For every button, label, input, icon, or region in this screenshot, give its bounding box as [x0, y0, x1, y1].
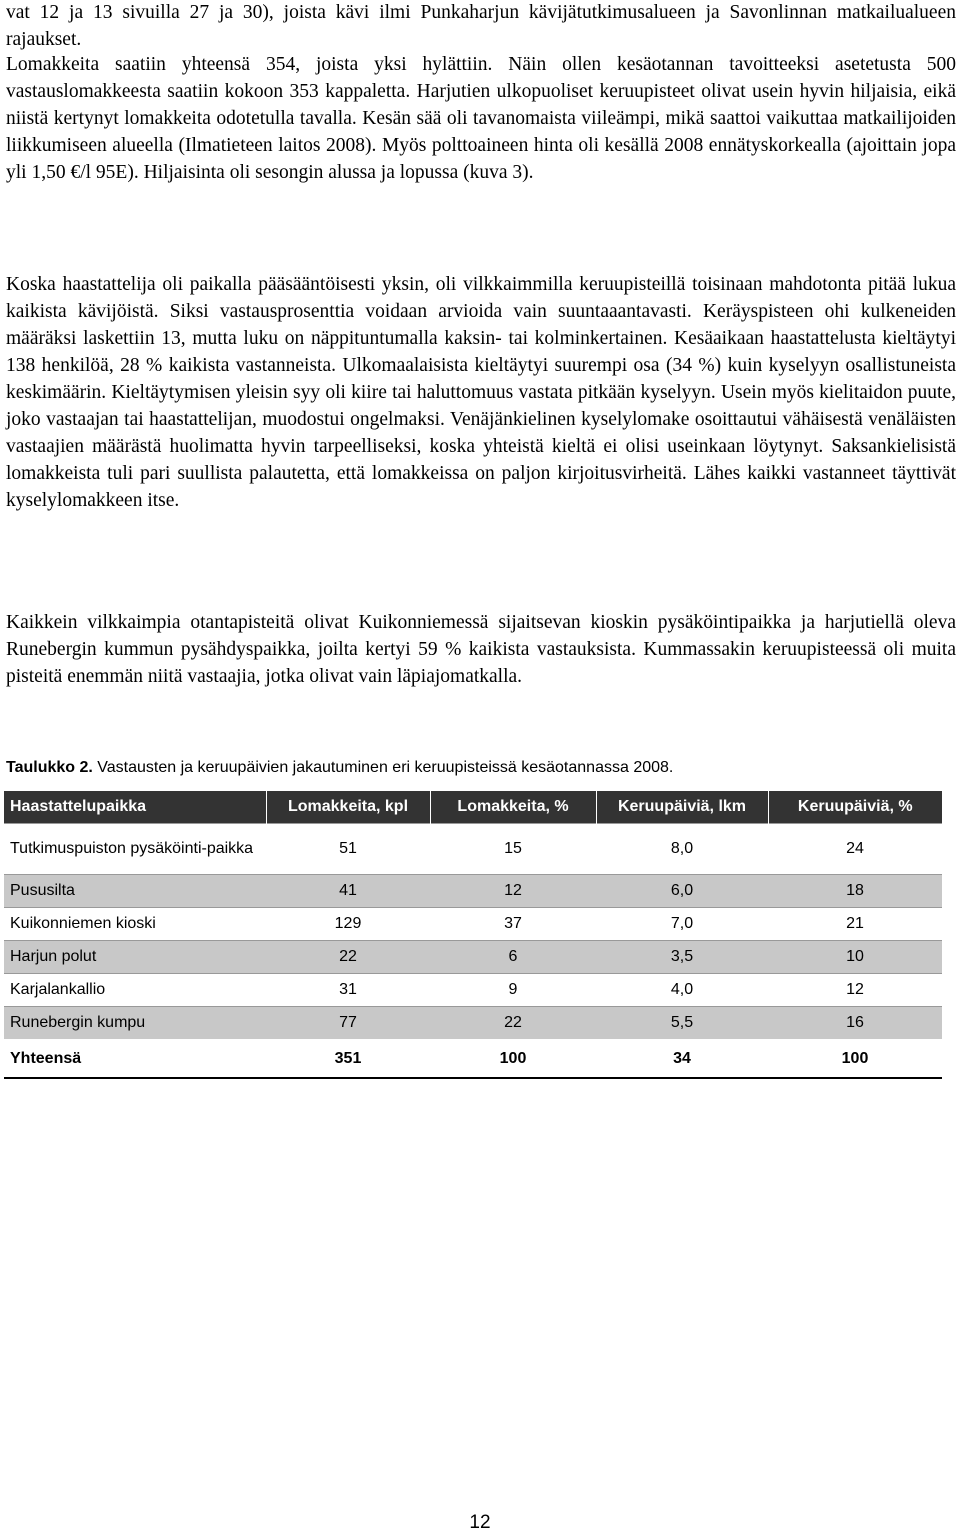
cell-place: Runebergin kumpu [4, 1007, 266, 1041]
table-caption-text: Vastausten ja keruupäivien jakautuminen eri keruupisteissä kesäotannassa 2008. [92, 759, 674, 776]
table-row [4, 941, 942, 974]
cell-place: Kuikonniemen kioski [4, 908, 266, 941]
cell-days: 6,0 [596, 875, 768, 908]
cell-total-days-percent: 100 [768, 1040, 942, 1078]
cell-total-percent: 100 [430, 1040, 596, 1078]
header-days-percent: Keruupäiviä, % [768, 791, 942, 824]
cell-count: 77 [266, 1007, 430, 1041]
table-row [4, 974, 942, 1007]
cell-days: 5,5 [596, 1007, 768, 1041]
paragraph-1 [6, 0, 956, 53]
paragraph-4 [6, 609, 956, 690]
cell-percent: 9 [430, 974, 596, 1007]
cell-count: 51 [266, 824, 430, 875]
cell-total-days: 34 [596, 1040, 768, 1078]
table-row [4, 908, 942, 941]
cell-percent: 6 [430, 941, 596, 974]
cell-count: 22 [266, 941, 430, 974]
cell-place: Pususilta [4, 875, 266, 908]
cell-days: 7,0 [596, 908, 768, 941]
cell-days-percent: 12 [768, 974, 942, 1007]
table-row [4, 1007, 942, 1041]
cell-percent: 22 [430, 1007, 596, 1041]
table-caption-label: Taulukko 2. [6, 759, 93, 776]
cell-days: 8,0 [596, 824, 768, 875]
paragraph-4-text: Kaikkein vilkkaimpia otantapisteitä olivat Kuikonniemessä sijaitsevan kioskin pysäköintipaikka ja harjutiellä oleva Runebergin kummun pysähdyspaikka, joilta kertyi 59 % kaikista vastauksista. Kummassakin keruupisteessä oli muita pisteitä enemmän niitä vastaajia, jotka olivat vain läpiajomatkalla. [6, 612, 956, 687]
paragraph-1-text: vat 12 ja 13 sivuilla 27 ja 30), joista kävi ilmi Punkaharjun kävijätutkimusalueen ja Savonlinnan matkailualueen rajaukset. [6, 2, 956, 50]
cell-days: 4,0 [596, 974, 768, 1007]
header-days: Keruupäiviä, lkm [596, 791, 768, 824]
header-percent: Lomakkeita, % [430, 791, 596, 824]
table-header-row [4, 791, 942, 824]
cell-place: Harjun polut [4, 941, 266, 974]
cell-days-percent: 24 [768, 824, 942, 875]
page-number: 12 [469, 1512, 491, 1533]
paragraph-2 [6, 51, 956, 186]
cell-total-count: 351 [266, 1040, 430, 1078]
cell-total-place: Yhteensä [4, 1040, 266, 1078]
cell-count: 129 [266, 908, 430, 941]
paragraph-3 [6, 271, 956, 514]
cell-days-percent: 16 [768, 1007, 942, 1041]
table-caption [6, 757, 946, 779]
cell-days: 3,5 [596, 941, 768, 974]
header-place: Haastattelupaikka [4, 791, 266, 824]
table-row [4, 824, 942, 875]
cell-count: 31 [266, 974, 430, 1007]
cell-percent: 37 [430, 908, 596, 941]
cell-count: 41 [266, 875, 430, 908]
cell-days-percent: 10 [768, 941, 942, 974]
cell-place: Tutkimuspuiston pysäköinti-paikka [4, 824, 266, 875]
paragraph-2-text: Lomakkeita saatiin yhteensä 354, joista yksi hylättiin. Näin ollen kesäotannan tavoitteeksi asetetusta 500 vastauslomakkeesta saatiin kokoon 353 kappaletta. Harjutien ulkopuoliset keruupisteet olivat usein hyvin hiljaisia, eikä niistä kertynyt lomakkeita odotetulla tavalla. Kesän sää oli tavanomaista viileämpi, mikä saattoi vaikuttaa matkailijoiden liikkumiseen alueella (Ilmatieteen laitos 2008). Myös polttoaineen hinta oli kesällä 2008 ennätyskorkealla (ajoittain jopa yli 1,50 €/l 95E). Hiljaisinta oli sesongin alussa ja lopussa (kuva 3). [6, 54, 956, 183]
cell-place: Karjalankallio [4, 974, 266, 1007]
table-row [4, 875, 942, 908]
header-count: Lomakkeita, kpl [266, 791, 430, 824]
paragraph-3-text: Koska haastattelija oli paikalla pääsääntöisesti yksin, oli vilkkaimmilla keruupisteillä toisinaan mahdotonta pitää lukua kaikista kävijöistä. Siksi vastausprosenttia voidaan arvioida vain suuntaaantavasti. Keräyspisteen ohi kulkeneiden määräksi laskettiin 13, mutta luku on näppituntumalla kaksin- tai kolminkertainen. Kesäaikaan haastattelusta kieltäytyi 138 henkilöä, 28 % kaikista vastanneista. Ulkomaalaisista kieltäytyi suurempi osa (34 %) kuin kyselyyn osallistuneista keskimäärin. Kieltäytymisen yleisin syy oli kiire tai haluttomuus vastata pitkään kyselyyn. Usein myös kielitaidon puute, joko vastaajan tai haastattelijan, muodostui ongelmaksi. Venäjänkielinen kyselylomake osoittautui vähäisestä venäläisten vastaajien määrästä huolimatta hyvin tarpeelliseksi, koska yhteistä kieltä ei olisi useinkaan löytynyt. Saksankielisistä lomakkeista tuli pari suullista palautetta, että lomakkeissa on paljon kirjoitusvirheitä. Lähes kaikki vastanneet täyttivät kyselylomakkeen itse. [6, 274, 956, 511]
cell-percent: 12 [430, 875, 596, 908]
cell-days-percent: 18 [768, 875, 942, 908]
cell-percent: 15 [430, 824, 596, 875]
cell-days-percent: 21 [768, 908, 942, 941]
table-total-row [4, 1040, 942, 1078]
data-table [4, 791, 942, 1079]
